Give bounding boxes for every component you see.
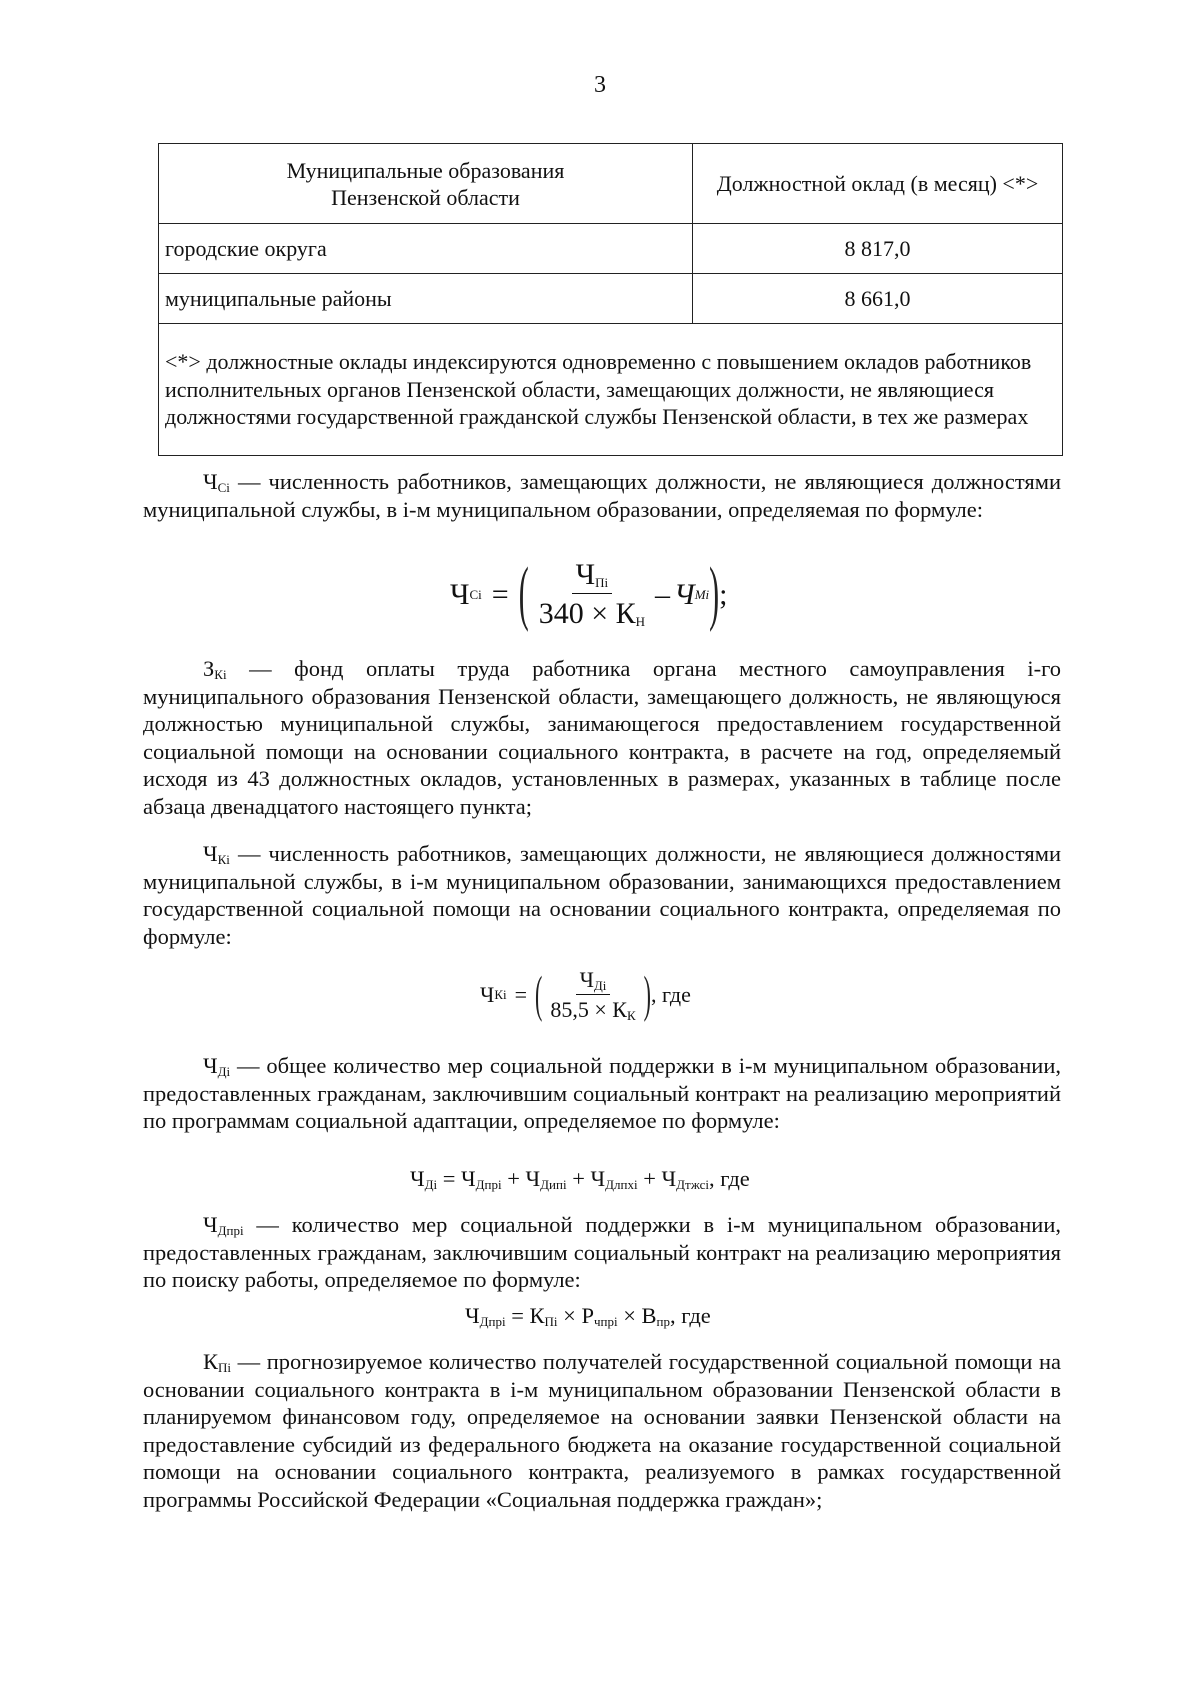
formula-lhs: Ч xyxy=(450,578,470,611)
numerator-sub: Дi xyxy=(593,977,607,993)
denominator-text: 85,5 × К xyxy=(550,996,627,1022)
formula-fraction xyxy=(546,966,639,1025)
subscript: Кi xyxy=(217,852,230,867)
term-e: + Ч xyxy=(637,1166,677,1191)
term-a-sub: Дi xyxy=(424,1177,438,1192)
numerator-symbol: Ч xyxy=(579,966,594,992)
term-b: = К xyxy=(505,1303,545,1328)
paragraph-text: — численность работников, замещающих должности, не являющиеся должностями муниципальной службы, в i-м муниципальном образовании, занимающихся предоставлением государственной социальной помощи на основании социального контракта, определяемая по формуле: xyxy=(143,841,1061,949)
row-name: городские округа xyxy=(159,224,693,274)
denominator-sub: Н xyxy=(635,613,646,629)
paragraph-zki xyxy=(143,655,1061,821)
symbol: К xyxy=(203,1349,219,1374)
symbol: Ч xyxy=(203,469,218,494)
symbol: Ч xyxy=(203,841,218,866)
salary-table xyxy=(158,143,1063,456)
paragraph-text: — количество мер социальной поддержки в i-м муниципальном образовании, предоставленных гражданам, заключившим социальный контракт на реализацию мероприятия по поиску работы, определяемое по формуле: xyxy=(143,1212,1061,1293)
subscript: Дi xyxy=(217,1064,231,1079)
paragraph-text: — общее количество мер социальной поддержки в i-м муниципальном образовании, предоставленных гражданам, заключившим социальный контракт на реализацию мероприятий по программам социальной адаптации, определяемое по формуле: xyxy=(143,1053,1061,1134)
term-c-sub: Дипi xyxy=(540,1177,567,1192)
subscript: Дпрi xyxy=(217,1223,244,1238)
right-paren: ) xyxy=(643,965,651,1023)
symbol: З xyxy=(203,656,215,681)
term-d-sub: пр xyxy=(656,1314,670,1329)
term-d: + Ч xyxy=(566,1166,606,1191)
term-a: Ч xyxy=(410,1166,425,1191)
formula-tail: , где xyxy=(708,1166,750,1191)
term-b-sub: Дпрi xyxy=(475,1177,502,1192)
paragraph-chdpri xyxy=(143,1211,1061,1294)
denominator-text: 340 × К xyxy=(538,596,636,630)
table-row xyxy=(159,224,1063,274)
row-name: муниципальные районы xyxy=(159,274,693,324)
formula-chdi xyxy=(410,1166,750,1192)
paragraph-chci xyxy=(143,468,1061,523)
term-c: × Р xyxy=(557,1303,594,1328)
formula-minus: – xyxy=(655,578,671,611)
paragraph-chki xyxy=(143,840,1061,950)
paragraph-text: — прогнозируемое количество получателей государственной социальной помощи на основании социального контракта в i-м муниципальном образовании Пензенской области в планируемом финансовом году, определяемое на основании заявки Пензенской области на предоставление субсидий из федерального бюджета на оказание государственной социальной помощи на основании социального контракта, реализуемого в рамках государственной программы Российской Федерации «Социальная поддержка граждан»; xyxy=(143,1349,1061,1512)
formula-term: Ч xyxy=(674,578,695,611)
formula-chki: Ч Кi = ( $\frac{Ч_{Дi}}{85,5 \times К_К}$ ) , где xyxy=(480,960,691,1030)
term-d-sub: Длпхi xyxy=(605,1177,638,1192)
term-c: + Ч xyxy=(501,1166,541,1191)
symbol: Ч xyxy=(203,1053,218,1078)
fraction-numerator xyxy=(576,966,611,995)
term-e-sub: Дтжсi xyxy=(676,1177,709,1192)
paragraph-chdi xyxy=(143,1052,1061,1135)
formula-tail: , где xyxy=(670,1303,711,1328)
formula-tail: ; xyxy=(719,578,728,611)
symbol: Ч xyxy=(203,1212,218,1237)
paragraph-text: — численность работников, замещающих должности, не являющиеся должностями муниципальной службы, в i-м муниципальном образовании, определяемая по формуле: xyxy=(143,469,1061,522)
paragraph-kpi xyxy=(143,1348,1061,1514)
subscript: Кi xyxy=(214,667,227,682)
formula-chdpri xyxy=(465,1303,711,1329)
left-paren: ( xyxy=(535,965,543,1023)
denominator-sub: К xyxy=(626,1007,636,1023)
page-number: 3 xyxy=(594,72,606,98)
term-d: × В xyxy=(617,1303,657,1328)
table-row xyxy=(159,274,1063,324)
paragraph-text: — фонд оплаты труда работника органа местного самоуправления i-го муниципального образования Пензенской области, замещающего должность, не являющуюся должностью муниципальной службы, занимающегося предоставлением государственной социальной помощи на основании социального контракта, в расчете на год, определяемый исходя из 43 должностных окладов, установленных в размерах, указанных в таблице после абзаца двенадцатого настоящего пункта; xyxy=(143,656,1061,819)
term-c-sub: чпрi xyxy=(593,1314,618,1329)
fraction-numerator xyxy=(572,557,613,594)
formula-eq: = xyxy=(514,982,528,1007)
formula-eq: = xyxy=(491,578,509,611)
header-line-2: Пензенской области xyxy=(331,184,520,210)
formula-fraction xyxy=(535,557,649,634)
table-header-salary: Должностной оклад (в месяц) <*> xyxy=(693,144,1063,224)
formula-tail: , где xyxy=(650,982,691,1007)
term-a-sub: Дпрi xyxy=(479,1314,506,1329)
row-value: 8 661,0 xyxy=(693,274,1063,324)
numerator-symbol: Ч xyxy=(575,557,596,591)
fraction-denominator xyxy=(546,995,639,1025)
row-value: 8 817,0 xyxy=(693,224,1063,274)
term-a: Ч xyxy=(465,1303,480,1328)
table-footnote: <*> должностные оклады индексируются одновременно с повышением окладов работников исполнительных органов Пензенской области, замещающих должности, не являющиеся должностями государственной гражданской службы Пензенской области, в тех же размерах xyxy=(159,324,1063,456)
table-header-municipalities xyxy=(159,144,693,224)
header-line-1: Муниципальные образования xyxy=(286,157,565,183)
formula-chci: Ч Сi = ( $\frac{Ч_{Пi}}{340 \times К_Н}$ – Ч Mi ) ; xyxy=(450,550,728,640)
numerator-sub: Пi xyxy=(595,574,609,590)
term-b-sub: Пi xyxy=(544,1314,558,1329)
table-header-row xyxy=(159,144,1063,224)
subscript: Пi xyxy=(218,1360,232,1375)
right-paren: ) xyxy=(709,554,720,634)
fraction-denominator xyxy=(535,594,649,634)
term-b: = Ч xyxy=(437,1166,476,1191)
subscript: Сi xyxy=(217,480,230,495)
formula-lhs: Ч xyxy=(480,982,495,1007)
left-paren: ( xyxy=(518,554,529,634)
table-note-row xyxy=(159,324,1063,456)
